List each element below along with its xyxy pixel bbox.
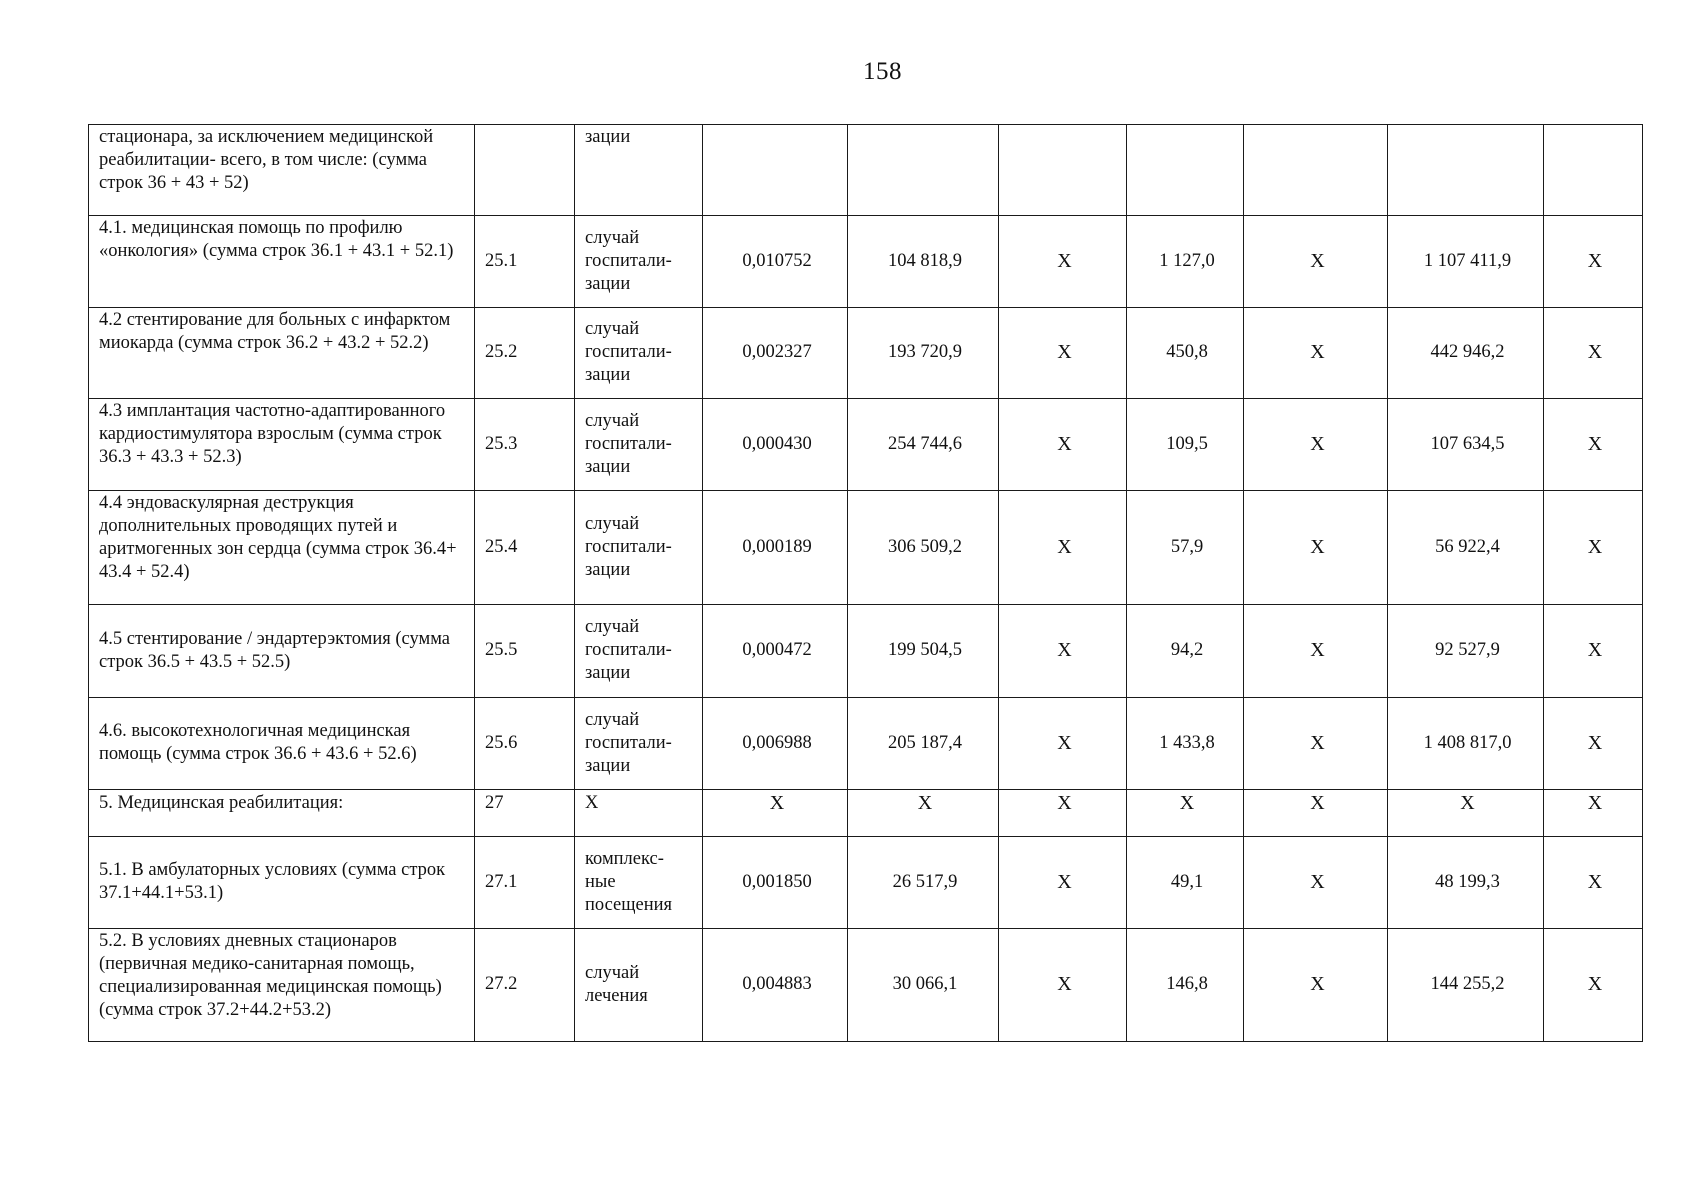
row-value-c10: Х	[1544, 216, 1643, 308]
row-value-c10: Х	[1544, 837, 1643, 929]
row-value-c6: Х	[999, 929, 1127, 1042]
row-value-c4: 0,010752	[703, 216, 848, 308]
row-value-c10: Х	[1544, 491, 1643, 605]
row-value-c7: 146,8	[1127, 929, 1244, 1042]
row-value-c4: 0,000189	[703, 491, 848, 605]
row-value-c10: Х	[1544, 399, 1643, 491]
row-unit: случай госпитали- зации	[575, 308, 703, 399]
table-row	[89, 605, 1643, 698]
row-unit: случай госпитали- зации	[575, 491, 703, 605]
row-code: 25.1	[475, 216, 575, 308]
row-code: 25.4	[475, 491, 575, 605]
row-value-c4: 0,004883	[703, 929, 848, 1042]
row-value-c9: 92 527,9	[1388, 605, 1544, 698]
row-value-c4: 0,001850	[703, 837, 848, 929]
row-value-c9: 144 255,2	[1388, 929, 1544, 1042]
row-value-c8: Х	[1244, 929, 1388, 1042]
row-name: 4.3 имплантация частотно-адаптированного кардиостимулятора взрослым (сумма строк 36.3 + 43.3 + 52.3)	[89, 399, 475, 491]
row-value-c4: Х	[703, 790, 848, 837]
table-row	[89, 308, 1643, 399]
row-name: 5. Медицинская реабилитация:	[89, 790, 475, 837]
row-value-c7	[1127, 125, 1244, 216]
row-name: 5.2. В условиях дневных стационаров (первичная медико-санитарная помощь, специализированная медицинская помощь) (сумма строк 37.2+44.2+53.2)	[89, 929, 475, 1042]
row-value-c10: Х	[1544, 605, 1643, 698]
row-value-c6: Х	[999, 837, 1127, 929]
row-value-c6	[999, 125, 1127, 216]
row-value-c6: Х	[999, 216, 1127, 308]
row-code: 27.1	[475, 837, 575, 929]
row-value-c10: Х	[1544, 790, 1643, 837]
row-unit: случай госпитали- зации	[575, 698, 703, 790]
row-value-c9: Х	[1388, 790, 1544, 837]
row-value-c4	[703, 125, 848, 216]
row-name: 5.1. В амбулаторных условиях (сумма строк 37.1+44.1+53.1)	[89, 837, 475, 929]
row-name: 4.2 стентирование для больных с инфарктом миокарда (сумма строк 36.2 + 43.2 + 52.2)	[89, 308, 475, 399]
row-value-c9: 48 199,3	[1388, 837, 1544, 929]
row-value-c5: 193 720,9	[848, 308, 999, 399]
row-value-c7: 1 433,8	[1127, 698, 1244, 790]
row-value-c10: Х	[1544, 308, 1643, 399]
row-value-c5: 254 744,6	[848, 399, 999, 491]
row-value-c9: 56 922,4	[1388, 491, 1544, 605]
row-value-c6: Х	[999, 698, 1127, 790]
row-code: 25.2	[475, 308, 575, 399]
row-name: 4.1. медицинская помощь по профилю «онкология» (сумма строк 36.1 + 43.1 + 52.1)	[89, 216, 475, 308]
table-row	[89, 216, 1643, 308]
table-row	[89, 698, 1643, 790]
row-value-c9	[1388, 125, 1544, 216]
row-value-c5: 199 504,5	[848, 605, 999, 698]
row-value-c5: 104 818,9	[848, 216, 999, 308]
row-value-c7: 109,5	[1127, 399, 1244, 491]
row-value-c8: Х	[1244, 399, 1388, 491]
row-value-c7: Х	[1127, 790, 1244, 837]
row-value-c4: 0,006988	[703, 698, 848, 790]
row-value-c10	[1544, 125, 1643, 216]
row-unit: зации	[575, 125, 703, 216]
row-name: стационара, за исключением медицинской реабилитации- всего, в том числе: (сумма строк 36 + 43 + 52)	[89, 125, 475, 216]
row-value-c9: 107 634,5	[1388, 399, 1544, 491]
row-value-c5: 306 509,2	[848, 491, 999, 605]
row-code: 25.6	[475, 698, 575, 790]
row-value-c8: Х	[1244, 491, 1388, 605]
row-value-c5: 205 187,4	[848, 698, 999, 790]
row-value-c7: 94,2	[1127, 605, 1244, 698]
row-code: 27.2	[475, 929, 575, 1042]
row-value-c8: Х	[1244, 837, 1388, 929]
row-unit: Х	[575, 790, 703, 837]
row-unit: случай госпитали- зации	[575, 605, 703, 698]
row-value-c8: Х	[1244, 790, 1388, 837]
row-value-c7: 57,9	[1127, 491, 1244, 605]
row-value-c4: 0,000430	[703, 399, 848, 491]
row-name: 4.5 стентирование / эндартерэктомия (сумма строк 36.5 + 43.5 + 52.5)	[89, 605, 475, 698]
row-value-c4: 0,000472	[703, 605, 848, 698]
row-value-c8: Х	[1244, 605, 1388, 698]
page-number: 158	[863, 58, 902, 85]
row-value-c6: Х	[999, 491, 1127, 605]
row-value-c9: 442 946,2	[1388, 308, 1544, 399]
table-row	[89, 929, 1643, 1042]
row-unit: случай лечения	[575, 929, 703, 1042]
row-name: 4.4 эндоваскулярная деструкция дополнительных проводящих путей и аритмогенных зон сердца (сумма строк 36.4+ 43.4 + 52.4)	[89, 491, 475, 605]
row-value-c8	[1244, 125, 1388, 216]
table-row	[89, 399, 1643, 491]
table-row	[89, 837, 1643, 929]
table-row	[89, 790, 1643, 837]
row-value-c10: Х	[1544, 698, 1643, 790]
row-code: 25.5	[475, 605, 575, 698]
row-value-c9: 1 107 411,9	[1388, 216, 1544, 308]
row-unit: комплекс- ные посещения	[575, 837, 703, 929]
row-code: 25.3	[475, 399, 575, 491]
row-value-c6: Х	[999, 605, 1127, 698]
row-name: 4.6. высокотехнологичная медицинская помощь (сумма строк 36.6 + 43.6 + 52.6)	[89, 698, 475, 790]
row-unit: случай госпитали- зации	[575, 399, 703, 491]
row-value-c9: 1 408 817,0	[1388, 698, 1544, 790]
row-value-c6: Х	[999, 790, 1127, 837]
table-row	[89, 125, 1643, 216]
table-row	[89, 491, 1643, 605]
financing-table	[88, 124, 1643, 1042]
row-value-c5: 26 517,9	[848, 837, 999, 929]
row-value-c10: Х	[1544, 929, 1643, 1042]
row-value-c8: Х	[1244, 216, 1388, 308]
row-value-c7: 1 127,0	[1127, 216, 1244, 308]
row-code: 27	[475, 790, 575, 837]
row-code	[475, 125, 575, 216]
row-value-c4: 0,002327	[703, 308, 848, 399]
row-value-c5	[848, 125, 999, 216]
row-value-c6: Х	[999, 308, 1127, 399]
row-value-c6: Х	[999, 399, 1127, 491]
row-value-c5: 30 066,1	[848, 929, 999, 1042]
row-value-c8: Х	[1244, 308, 1388, 399]
row-value-c7: 49,1	[1127, 837, 1244, 929]
row-value-c7: 450,8	[1127, 308, 1244, 399]
row-value-c5: Х	[848, 790, 999, 837]
row-value-c8: Х	[1244, 698, 1388, 790]
row-unit: случай госпитали- зации	[575, 216, 703, 308]
